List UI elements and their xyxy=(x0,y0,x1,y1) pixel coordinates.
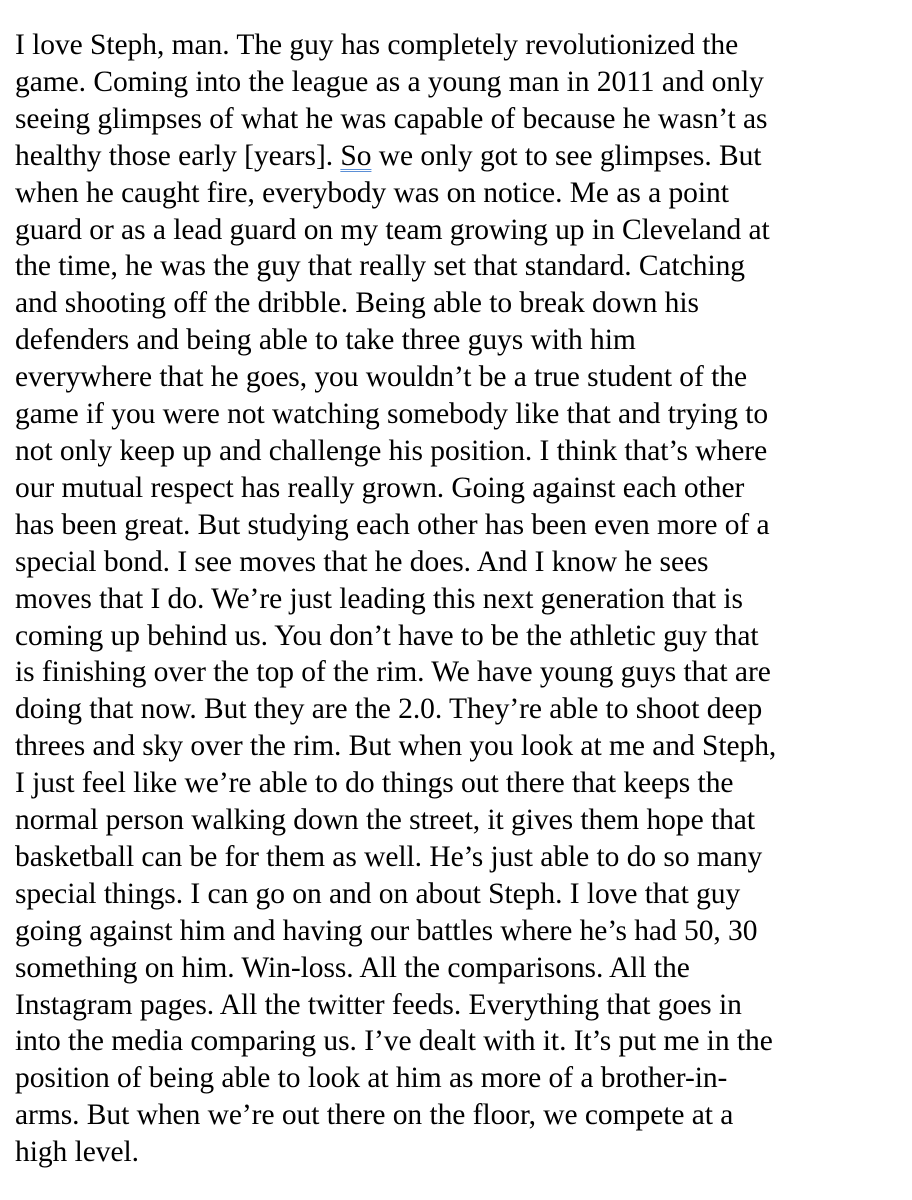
text-line: position of being able to look at him as more of a brother-in- xyxy=(15,1062,728,1095)
text-line: game if you were not watching somebody like that and trying to xyxy=(15,398,769,431)
text-line: basketball can be for them as well. He’s just able to do so many xyxy=(15,840,763,873)
text-line: game. Coming into the league as a young man in 2011 and only xyxy=(15,65,764,98)
text-line: going against him and having our battles where he’s had 50, 30 xyxy=(15,914,758,947)
text-line: and shooting off the dribble. Being able to break down his xyxy=(15,287,699,320)
text-line: normal person walking down the street, it gives them hope that xyxy=(15,804,755,837)
text-line: special bond. I see moves that he does. And I know he sees xyxy=(15,545,709,578)
text-line: Instagram pages. All the twitter feeds. Everything that goes in xyxy=(15,988,742,1021)
text-line: doing that now. But they are the 2.0. They’re able to shoot deep xyxy=(15,693,763,726)
document-body[interactable] xyxy=(15,27,895,1171)
text-line: moves that I do. We’re just leading this next generation that is xyxy=(15,582,743,615)
text-line: high level. xyxy=(15,1136,139,1169)
text-line: our mutual respect has really grown. Going against each other xyxy=(15,471,745,504)
text-line: threes and sky over the rim. But when you look at me and Steph, xyxy=(15,730,777,763)
text-line: guard or as a lead guard on my team growing up in Cleveland at xyxy=(15,213,770,246)
text-line: coming up behind us. You don’t have to be the athletic guy that xyxy=(15,619,759,652)
text-segment: healthy those early [years]. xyxy=(15,139,334,172)
text-line: something on him. Win-loss. All the comparisons. All the xyxy=(15,951,690,984)
text-line: seeing glimpses of what he was capable of because he wasn’t as xyxy=(15,102,768,135)
text-line: has been great. But studying each other has been even more of a xyxy=(15,508,770,541)
grammar-flagged-word[interactable]: So xyxy=(340,139,372,172)
text-line: I love Steph, man. The guy has completely revolutionized the xyxy=(15,29,739,61)
text-line: the time, he was the guy that really set that standard. Catching xyxy=(15,250,745,283)
text-line: everywhere that he goes, you wouldn’t be a true student of the xyxy=(15,361,747,394)
text-segment: we only got to see glimpses. But xyxy=(371,139,762,172)
text-line: not only keep up and challenge his position. I think that’s where xyxy=(15,434,768,467)
text-line: when he caught fire, everybody was on notice. Me as a point xyxy=(15,176,729,209)
text-line: into the media comparing us. I’ve dealt with it. It’s put me in the xyxy=(15,1025,773,1058)
text-line: I just feel like we’re able to do things out there that keeps the xyxy=(15,767,734,800)
text-line: defenders and being able to take three guys with him xyxy=(15,324,636,357)
text-line: special things. I can go on and on about Steph. I love that guy xyxy=(15,877,741,910)
text-line: arms. But when we’re out there on the floor, we compete at a xyxy=(15,1099,734,1132)
text-line xyxy=(15,138,895,175)
text-line: is finishing over the top of the rim. We have young guys that are xyxy=(15,656,771,689)
